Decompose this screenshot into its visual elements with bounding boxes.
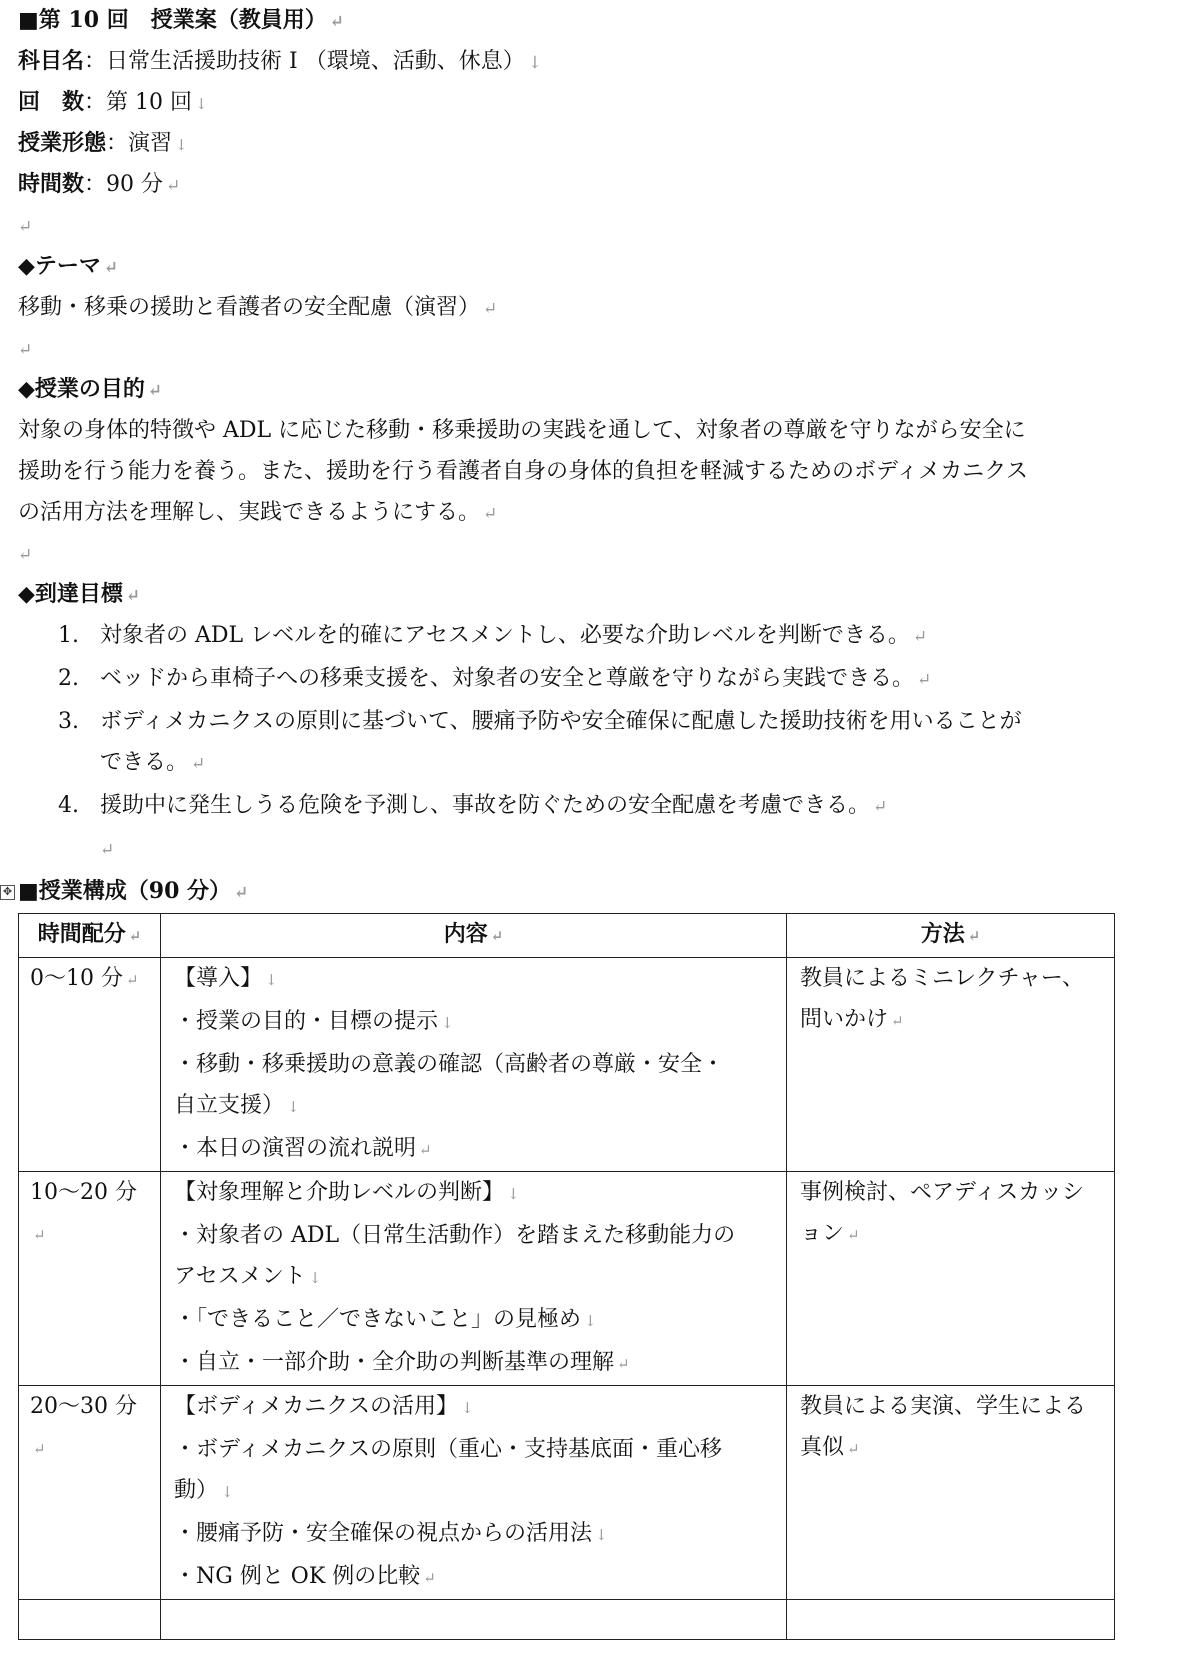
time-cell: 20〜30 分↵ [19, 1386, 161, 1600]
table-row-partial [19, 1600, 1115, 1640]
table-row [19, 958, 1115, 1172]
structure-heading: ✥ ■授業構成（90 分） ↵ [18, 871, 1178, 912]
content-cell: 【ボディメカニクスの活用】 ↓ ・ボディメカニクスの原則（重心・支持基底面・重心移 動） ↓ ・腰痛予防・安全確保の視点からの活用法 ↓ ・NG 例と OK 例の比較 ↵ [161, 1386, 787, 1600]
empty-paragraph: ↵ [18, 545, 33, 565]
session-label: 回 数 [18, 89, 85, 115]
subject-label: 科目名 [18, 48, 85, 74]
time-cell: 10〜20 分↵ [19, 1172, 161, 1386]
empty-paragraph: ↵ [18, 340, 33, 360]
document-page [2, 0, 1178, 1640]
purpose-heading: ◆授業の目的 ↵ [18, 376, 163, 402]
move-anchor-icon[interactable]: ✥ [0, 885, 15, 900]
time-cell [19, 1600, 161, 1640]
method-cell: 教員によるミニレクチャー、 問いかけ ↵ [787, 958, 1115, 1172]
table-row [19, 1172, 1115, 1386]
goals-heading: ◆到達目標 ↵ [18, 581, 141, 607]
purpose-line: 援助を行う能力を養う。また、援助を行う看護者自身の身体的負担を軽減するためのボディメカニクス [18, 459, 1029, 484]
theme-text: 移動・移乗の援助と看護者の安全配慮（演習） ↵ [18, 295, 498, 320]
column-header-content: 内容 ↵ [161, 914, 787, 958]
time-cell: 0〜10 分 ↵ [19, 958, 161, 1172]
hours-line: 時間数：90 分 ↵ [18, 171, 181, 197]
goal-item: 2. ベッドから車椅子への移乗支援を、対象者の安全と尊厳を守りながら実践できる。 ↵ [58, 666, 932, 691]
goal-item: 1. 対象者の ADL レベルを的確にアセスメントし、必要な介助レベルを判断できる。 ↵ [58, 623, 928, 648]
form-line: 授業形態：演習 ↓ [18, 130, 188, 156]
empty-paragraph: ↵ [18, 217, 33, 237]
goal-item: 3. ボディメカニクスの原則に基づいて、腰痛予防や安全確保に配慮した援助技術を用いることが できる。 ↵ [58, 709, 1022, 775]
purpose-text [18, 410, 1118, 533]
table-row [19, 1386, 1115, 1600]
form-label: 授業形態 [18, 130, 107, 156]
goal-item: 4. 援助中に発生しうる危険を予測し、事故を防ぐための安全配慮を考慮できる。 ↵ ↵ [58, 793, 888, 860]
subject-line: 科目名：日常生活援助技術 I （環境、活動、休息） ↓ [18, 48, 542, 74]
content-cell: 【対象理解と介助レベルの判断】 ↓ ・対象者の ADL（日常生活動作）を踏まえた移動能力の アセスメント ↓ ・「できること／できないこと」の見極め ↓ ・自立・一部介助・全介助の判断基準の理解 ↵ [161, 1172, 787, 1386]
session-line: 回 数：第 10 回 ↓ [18, 89, 208, 115]
hours-value: ：90 分 [84, 172, 164, 197]
column-header-method: 方法 ↵ [787, 914, 1115, 958]
method-cell: 教員による実演、学生による 真似 ↵ [787, 1386, 1115, 1600]
structure-table [18, 913, 1115, 1640]
column-header-time: 時間配分 ↵ [19, 914, 161, 958]
goals-list [18, 615, 1178, 871]
purpose-line: 対象の身体的特徴や ADL に応じた移動・移乗援助の実践を通して、対象者の尊厳を守りながら安全に [18, 418, 1026, 443]
table-header-row [19, 914, 1115, 958]
theme-heading: ◆テーマ ↵ [18, 253, 119, 279]
content-cell [161, 1600, 787, 1640]
subject-value: ：日常生活援助技術 I （環境、活動、休息） [84, 49, 525, 74]
document-title: ■第 10 回 授業案（教員用） ↵ [18, 7, 344, 33]
session-value: ：第 10 回 [84, 90, 192, 115]
method-cell [787, 1600, 1115, 1640]
purpose-line: の活用方法を理解し、実践できるようにする。 ↵ [18, 500, 498, 525]
hours-label: 時間数 [18, 171, 85, 197]
method-cell: 事例検討、ペアディスカッシ ョン ↵ [787, 1172, 1115, 1386]
content-cell: 【導入】 ↓ ・授業の目的・目標の提示 ↓ ・移動・移乗援助の意義の確認（高齢者の尊厳・安全・ 自立支援） ↓ ・本日の演習の流れ説明 ↵ [161, 958, 787, 1172]
form-value: ：演習 [106, 131, 173, 156]
